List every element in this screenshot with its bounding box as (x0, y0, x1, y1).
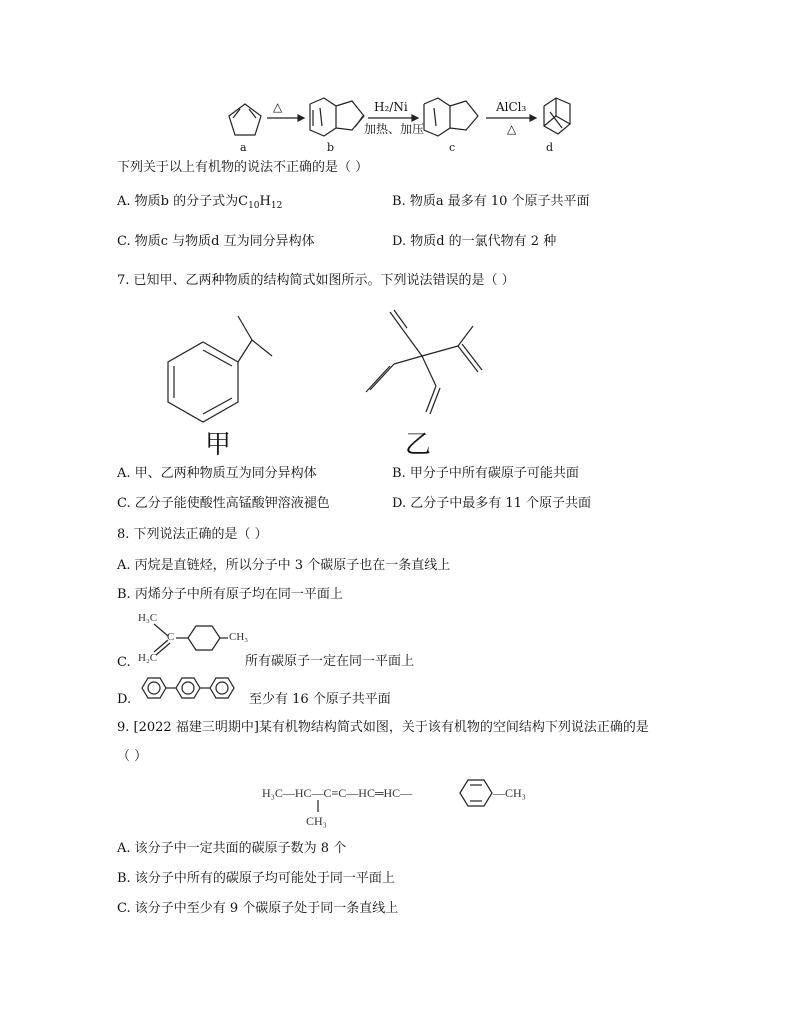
q9-option-b: B. 该分子中所有的碳原子均可能处于同一平面上 (117, 871, 395, 886)
q7-option-a: A. 甲、乙两种物质互为同分异构体 (117, 466, 317, 481)
q6-option-b: B. 物质a 最多有 10 个原子共平面 (392, 194, 590, 209)
label-b: b (327, 141, 335, 154)
q9-option-c: C. 该分子中至少有 9 个碳原子处于同一条直线上 (117, 901, 399, 916)
q9-stem: 9. [2022 福建三明期中]某有机物结构简式如图，关于该有机物的空间结构下列说法正确的是 (117, 720, 649, 735)
q9-formula-tail: —CH₃ (493, 786, 526, 800)
q8-option-d-text: 至少有 16 个原子共平面 (249, 692, 391, 707)
q7-label-yi: 乙 (405, 430, 432, 460)
label-a: a (240, 141, 247, 154)
step1-condition: △ (273, 100, 283, 114)
step2-condition-top: H₂/Ni (374, 100, 408, 114)
q6-option-d: D. 物质d 的一氯代物有 2 种 (392, 234, 557, 249)
q6-a-prefix: A. 物质b 的分子式为C (117, 194, 249, 209)
q8-c-h3c: H₃C (138, 612, 158, 624)
q6-a-sub1: 10 (248, 201, 260, 211)
q9-formula-branch: CH₃ (306, 814, 327, 828)
q7-option-b: B. 甲分子中所有碳原子可能共面 (392, 466, 579, 481)
q8-c-carbon: C (167, 631, 175, 643)
q9-stem-bracket: （ ） (117, 749, 148, 764)
q7-option-c: C. 乙分子能使酸性高锰酸钾溶液褪色 (117, 496, 330, 511)
q6-option-c: C. 物质c 与物质d 互为同分异构体 (117, 234, 315, 249)
q9-option-a: A. 该分子中一定共面的碳原子数为 8 个 (117, 841, 347, 856)
step3-condition-top: AlCl₃ (496, 100, 527, 114)
q6-a-sub2: 12 (270, 201, 283, 211)
q6-stem: 下列关于以上有机物的说法不正确的是（ ） (117, 160, 369, 175)
q7-stem: 7. 已知甲、乙两种物质的结构简式如图所示。下列说法错误的是（ ） (117, 273, 515, 288)
q7-label-jia: 甲 (205, 430, 232, 460)
q8-c-h2c: H₂C (138, 652, 158, 664)
label-d: d (546, 141, 554, 154)
q9-formula-main: H₃C—HC—C≡C—HC═HC— (262, 786, 413, 800)
q8-c-ch3: CH₃ (229, 631, 249, 643)
step2-condition-bottom: 加热、加压 (364, 122, 425, 136)
q8-option-d-prefix: D. (117, 692, 132, 707)
q6-a-mid: H (259, 194, 271, 209)
step3-condition-bottom: △ (507, 122, 517, 136)
q8-stem: 8. 下列说法正确的是（ ） (117, 527, 268, 542)
q8-option-c-text: 所有碳原子一定在同一平面上 (245, 654, 415, 669)
q8-option-a: A. 丙烷是直链烃，所以分子中 3 个碳原子也在一条直线上 (117, 558, 451, 573)
label-c: c (449, 141, 456, 154)
q7-option-d: D. 乙分子中最多有 11 个原子共面 (392, 496, 592, 511)
q8-option-c-prefix: C. (117, 655, 131, 670)
q8-option-b: B. 丙烯分子中所有原子均在同一平面上 (117, 587, 343, 602)
